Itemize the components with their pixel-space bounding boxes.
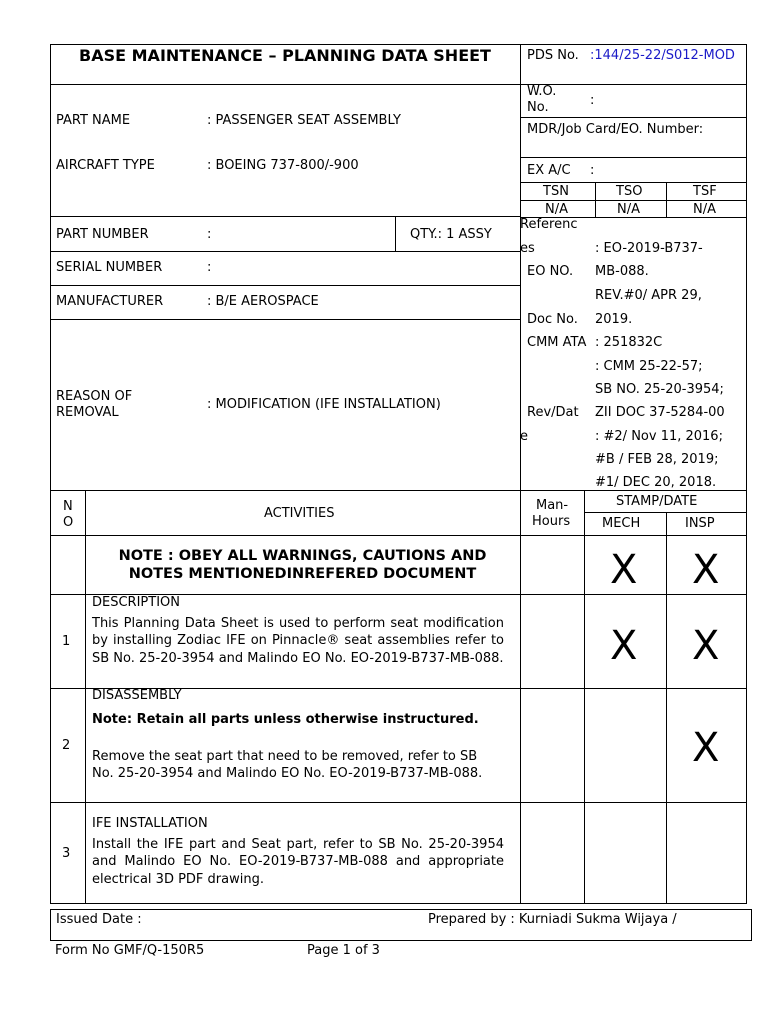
- tsf-label: TSF: [693, 184, 717, 199]
- rule: [520, 117, 747, 118]
- rule: [50, 251, 520, 252]
- ref-value: REV.#0/ APR 29,: [595, 288, 702, 303]
- page-title: BASE MAINTENANCE – PLANNING DATA SHEET: [79, 46, 491, 65]
- rule: [50, 216, 520, 217]
- row-bold-note: Note: Retain all parts unless otherwise instructured.: [92, 712, 479, 727]
- row-number: 3: [62, 846, 71, 861]
- col-mech-header: MECH: [602, 516, 641, 531]
- rule: [50, 285, 520, 286]
- pds-value: :144/25-22/S012-MOD: [590, 48, 735, 63]
- ref-label: EO NO.: [527, 264, 574, 279]
- rule: [50, 535, 747, 536]
- row-heading: DESCRIPTION: [92, 595, 180, 610]
- reason-label: REASON OF: [56, 389, 133, 404]
- insp-x-mark: X: [692, 547, 720, 593]
- page-number: Page 1 of 3: [307, 943, 380, 958]
- insp-x-mark: X: [692, 623, 720, 669]
- ref-value: MB-088.: [595, 264, 649, 279]
- ref-label: Referenc: [520, 217, 578, 232]
- qty: QTY.: 1 ASSY: [410, 227, 492, 242]
- rule: [50, 84, 520, 85]
- rule: [520, 200, 747, 201]
- mech-x-mark: X: [610, 623, 638, 669]
- note-line: NOTE : OBEY ALL WARNINGS, CAUTIONS AND: [118, 548, 487, 564]
- pds-label: PDS No.: [527, 48, 579, 63]
- mech-x-mark: X: [610, 547, 638, 593]
- rule: [50, 802, 747, 803]
- rule: [520, 157, 747, 158]
- ref-value: ZII DOC 37-5284-00: [595, 405, 725, 420]
- col-stamp-header: STAMP/DATE: [616, 494, 698, 509]
- ref-value: #B / FEB 28, 2019;: [595, 452, 719, 467]
- wo-value: :: [590, 93, 595, 108]
- note-line: NOTES MENTIONEDINREFERED DOCUMENT: [128, 566, 477, 583]
- ref-label: e: [520, 429, 528, 444]
- col-insp-header: INSP: [685, 516, 715, 531]
- rule: [584, 512, 747, 513]
- rule: [85, 490, 86, 904]
- ref-label: Rev/Dat: [527, 405, 579, 420]
- border-top: [50, 44, 747, 45]
- row-description: Remove the seat part that need to be removed, refer to SB No. 25-20-3954 and Malindo EO No. EO-2019-B737-MB-088.: [92, 749, 483, 782]
- col-no-header-2: O: [63, 515, 74, 530]
- part-number-label: PART NUMBER: [56, 227, 149, 242]
- ref-value: : 251832C: [595, 335, 663, 350]
- ref-label: CMM ATA: [527, 335, 587, 350]
- ref-label: Doc No.: [527, 312, 578, 327]
- row-heading: DISASSEMBLY: [92, 688, 182, 703]
- part-name-label: PART NAME: [56, 113, 131, 128]
- ref-value: : #2/ Nov 11, 2016;: [595, 429, 723, 444]
- row-description: This Planning Data Sheet is used to perform seat modification by installing Zodiac IFE on Pinnacle® seat assemblies refer to SB No. 25-20-3954 and Malindo EO No. EO-2019-B737-MB-088.: [92, 616, 504, 666]
- row-number: 2: [62, 738, 71, 753]
- row-heading: IFE INSTALLATION: [92, 816, 208, 831]
- col-no-header: N: [63, 499, 73, 514]
- rule: [520, 182, 747, 183]
- wo-label: W.O. No.: [527, 84, 557, 115]
- ex-ac-label: EX A/C: [527, 163, 571, 178]
- serial-number-label: SERIAL NUMBER: [56, 260, 163, 275]
- ex-ac-value: :: [590, 163, 595, 178]
- rule: [395, 216, 396, 251]
- ref-value: #1/ DEC 20, 2018.: [595, 475, 717, 490]
- mdr-label: MDR/Job Card/EO. Number:: [527, 122, 704, 137]
- border-right: [746, 44, 747, 904]
- note-warning: [90, 547, 515, 583]
- col-manhours-header-2: Hours: [532, 514, 571, 529]
- row-description: Install the IFE part and Seat part, refer to SB No. 25-20-3954 and Malindo EO No. EO-2019-B737-MB-088 and appropriate electrical 3D PDF drawing.: [92, 837, 504, 887]
- reason-label-2: REMOVAL: [56, 405, 119, 420]
- aircraft-type-value: : BOEING 737-800/-900: [207, 158, 359, 173]
- tsf-value: N/A: [693, 202, 716, 217]
- part-name-value: : PASSENGER SEAT ASSEMBLY: [207, 113, 401, 128]
- ref-value: : EO-2019-B737-: [595, 241, 703, 256]
- rule: [50, 319, 520, 320]
- form-number: Form No GMF/Q-150R5: [55, 943, 205, 958]
- col-manhours-header: Man-: [536, 498, 569, 513]
- tso-value: N/A: [617, 202, 640, 217]
- tsn-label: TSN: [543, 184, 569, 199]
- ref-label: es: [520, 241, 535, 256]
- col-activities-header: ACTIVITIES: [264, 506, 335, 521]
- ref-value: : CMM 25-22-57;: [595, 359, 703, 374]
- rule: [595, 182, 596, 217]
- border-left: [50, 44, 51, 904]
- row-number: 1: [62, 634, 71, 649]
- aircraft-type-label: AIRCRAFT TYPE: [56, 158, 155, 173]
- prepared-by: Prepared by : Kurniadi Sukma Wijaya /: [428, 912, 677, 927]
- divider-main: [520, 44, 521, 904]
- tso-label: TSO: [616, 184, 643, 199]
- manufacturer-label: MANUFACTURER: [56, 294, 164, 309]
- rule: [666, 512, 667, 904]
- ref-value: SB NO. 25-20-3954;: [595, 382, 724, 397]
- serial-number-value: :: [207, 260, 212, 275]
- manufacturer-value: : B/E AEROSPACE: [207, 294, 319, 309]
- ref-value: 2019.: [595, 312, 633, 327]
- rule: [50, 903, 747, 904]
- rule: [666, 182, 667, 217]
- part-number-value: :: [207, 227, 212, 242]
- issued-date: Issued Date :: [56, 912, 142, 927]
- reason-value: : MODIFICATION (IFE INSTALLATION): [207, 397, 441, 412]
- tsn-value: N/A: [545, 202, 568, 217]
- insp-x-mark: X: [692, 725, 720, 771]
- rule: [584, 490, 585, 904]
